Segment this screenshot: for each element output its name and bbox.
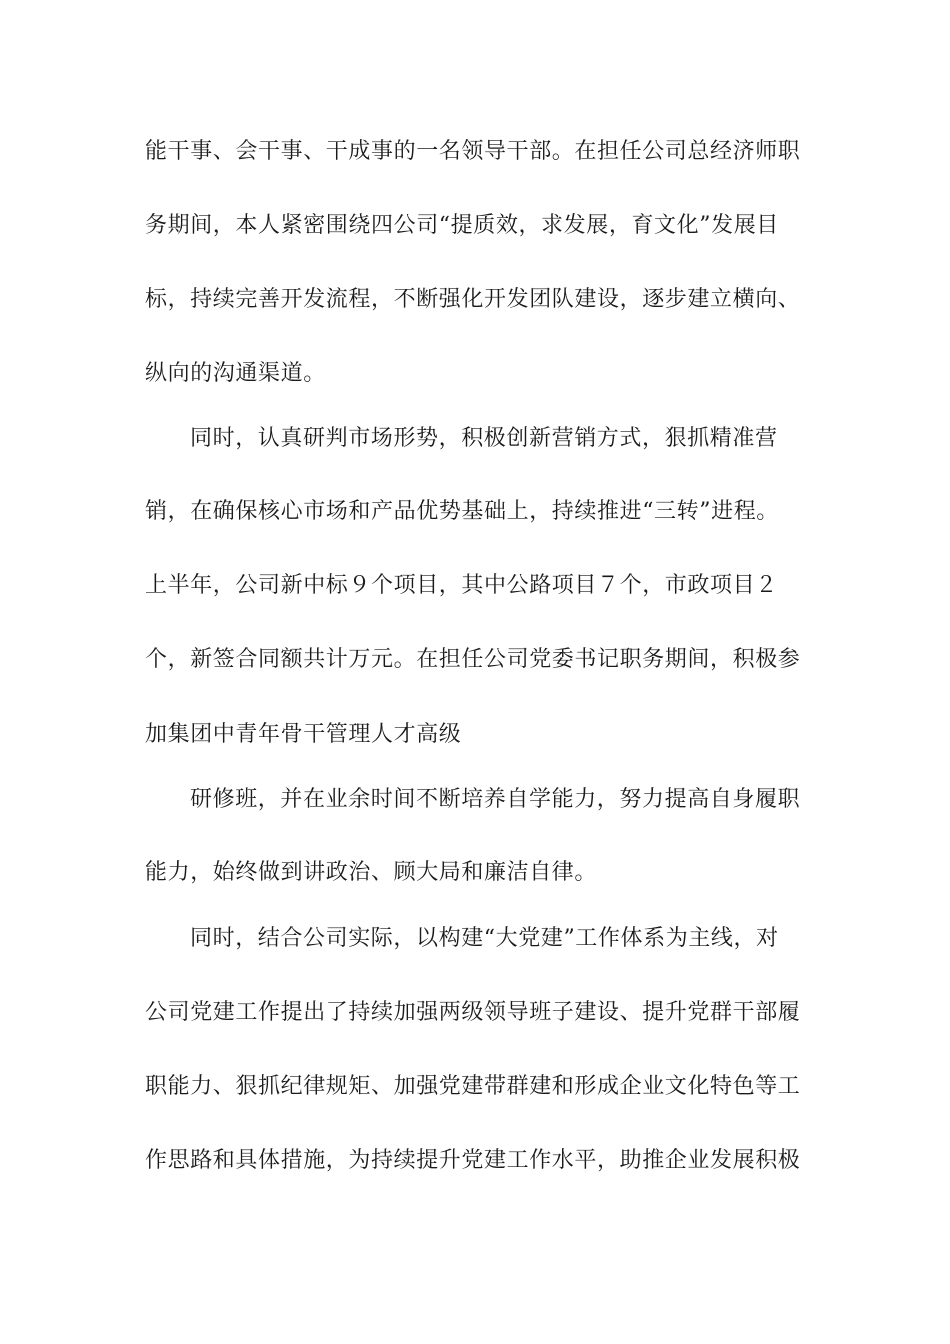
text-line: 上半年，公司新中标９个项目，其中公路项目７个，市政项目２ xyxy=(145,573,778,598)
text-line: 个，新签合同额共计万元。在担任公司党委书记职务期间，积极参 xyxy=(145,647,801,672)
text-line: 加集团中青年骨干管理人才高级 xyxy=(145,722,462,747)
text-line: 纵向的沟通渠道。 xyxy=(145,361,326,386)
text-line: 公司党建工作提出了持续加强两级领导班子建设、提升党群干部履 xyxy=(145,1000,801,1025)
paragraph-first-line: 研修班，并在业余时间不断培养自学能力，努力提高自身履职 xyxy=(190,787,801,812)
text-line: 职能力、狠抓纪律规矩、加强党建带群建和形成企业文化特色等工 xyxy=(145,1074,801,1099)
text-line: 作思路和具体措施，为持续提升党建工作水平，助推企业发展积极 xyxy=(145,1148,801,1173)
text-line: 务期间，本人紧密围绕四公司“提质效，求发展，育文化”发展目 xyxy=(145,213,779,238)
text-line: 标，持续完善开发流程，不断强化开发团队建设，逐步建立横向、 xyxy=(145,287,801,312)
text-line: 能力，始终做到讲政治、顾大局和廉洁自律。 xyxy=(145,860,598,885)
paragraph-first-line: 同时，认真研判市场形势，积极创新营销方式，狠抓精准营 xyxy=(190,426,778,451)
text-line: 销，在确保核心市场和产品优势基础上，持续推进“三转”进程。 xyxy=(145,499,779,524)
paragraph-first-line: 同时，结合公司实际，以构建“大党建”工作体系为主线，对 xyxy=(190,926,779,951)
text-line: 能干事、会干事、干成事的一名领导干部。在担任公司总经济师职 xyxy=(145,139,801,164)
